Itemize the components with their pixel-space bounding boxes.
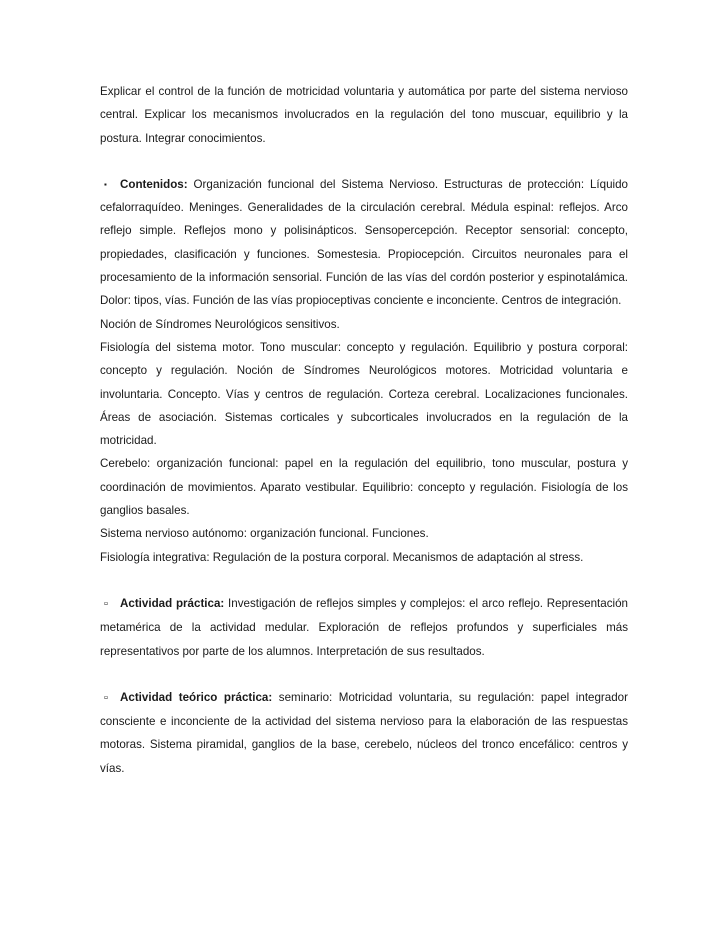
hollow-square-bullet-icon: ▫ bbox=[104, 691, 108, 704]
contenidos-label: Contenidos: bbox=[120, 177, 188, 191]
contenidos-line-cerebelo: Cerebelo: organización funcional: papel en la regulación del equilibrio, tono muscular, postura y coordinación de movimientos. Aparato vestibular. Equilibrio: concepto y regulación. Fisiología de los ganglios basales. bbox=[100, 457, 628, 518]
spacer bbox=[100, 663, 628, 686]
actividad-practica-paragraph bbox=[100, 592, 628, 663]
square-bullet-icon: ▪ bbox=[104, 179, 107, 189]
spacer bbox=[100, 569, 628, 592]
contenidos-paragraph bbox=[100, 173, 628, 313]
contenidos-line-sindromes-sensitivos: Noción de Síndromes Neurológicos sensitivos. bbox=[100, 317, 340, 331]
actividad-teorico-practica-paragraph bbox=[100, 686, 628, 780]
document-page bbox=[100, 80, 628, 780]
contenidos-line-autonomo: Sistema nervioso autónomo: organización funcional. Funciones. bbox=[100, 527, 429, 541]
contenidos-line-sistema-motor: Fisiología del sistema motor. Tono muscular: concepto y regulación. Equilibrio y postura corporal: concepto y regulación. Noción de Síndromes Neurológicos motores. Motricidad voluntaria e involuntaria. Concepto. Vías y centros de regulación. Corteza cerebral. Localizaciones funcionales. Áreas de asociación. Sistemas corticales y subcorticales involucrados en la regulación de la motricidad. bbox=[100, 340, 628, 448]
contenidos-text: Organización funcional del Sistema Nervioso. Estructuras de protección: Líquido cefalorraquídeo. Meninges. Generalidades de la circulación cerebral. Médula espinal: reflejos. Arco reflejo simple. Reflejos mono y polisinápticos. Sensopercepción. Receptor sensorial: concepto, propiedades, clasificación y funciones. Somestesia. Propiocepción. Circuitos neuronales para el procesamiento de la información sensorial. Función de las vías del cordón posterior y espinotalámica. Dolor: tipos, vías. Función de las vías propioceptivas conciente e inconciente. Centros de integración. bbox=[100, 177, 628, 308]
objective-paragraph: Explicar el control de la función de motricidad voluntaria y automática por parte del sistema nervioso central. Explicar los mecanismos involucrados en la regulación del tono muscuar, equilibrio y la postura. Integrar conocimientos. bbox=[100, 85, 628, 145]
actividad-practica-label: Actividad práctica: bbox=[120, 596, 225, 610]
actividad-teorico-practica-label: Actividad teórico práctica: bbox=[120, 690, 273, 704]
spacer bbox=[100, 150, 628, 173]
contenidos-line-integrativa: Fisiología integrativa: Regulación de la postura corporal. Mecanismos de adaptación al stress. bbox=[100, 550, 584, 564]
actividad-teorico-practica-text: seminario: Motricidad voluntaria, su regulación: papel integrador consciente e inconciente de la actividad del sistema nervioso para la elaboración de las respuestas motoras. Sistema piramidal, ganglios de la base, cerebelo, núcleos del tronco encefálico: centros y vías. bbox=[100, 690, 628, 775]
actividad-practica-text: Investigación de reflejos simples y complejos: el arco reflejo. Representación metamérica de la actividad medular. Exploración de reflejos profundos y superficiales más representativos por parte de los alumnos. Interpretación de sus resultados. bbox=[100, 596, 628, 658]
hollow-square-bullet-icon: ▫ bbox=[104, 597, 108, 610]
